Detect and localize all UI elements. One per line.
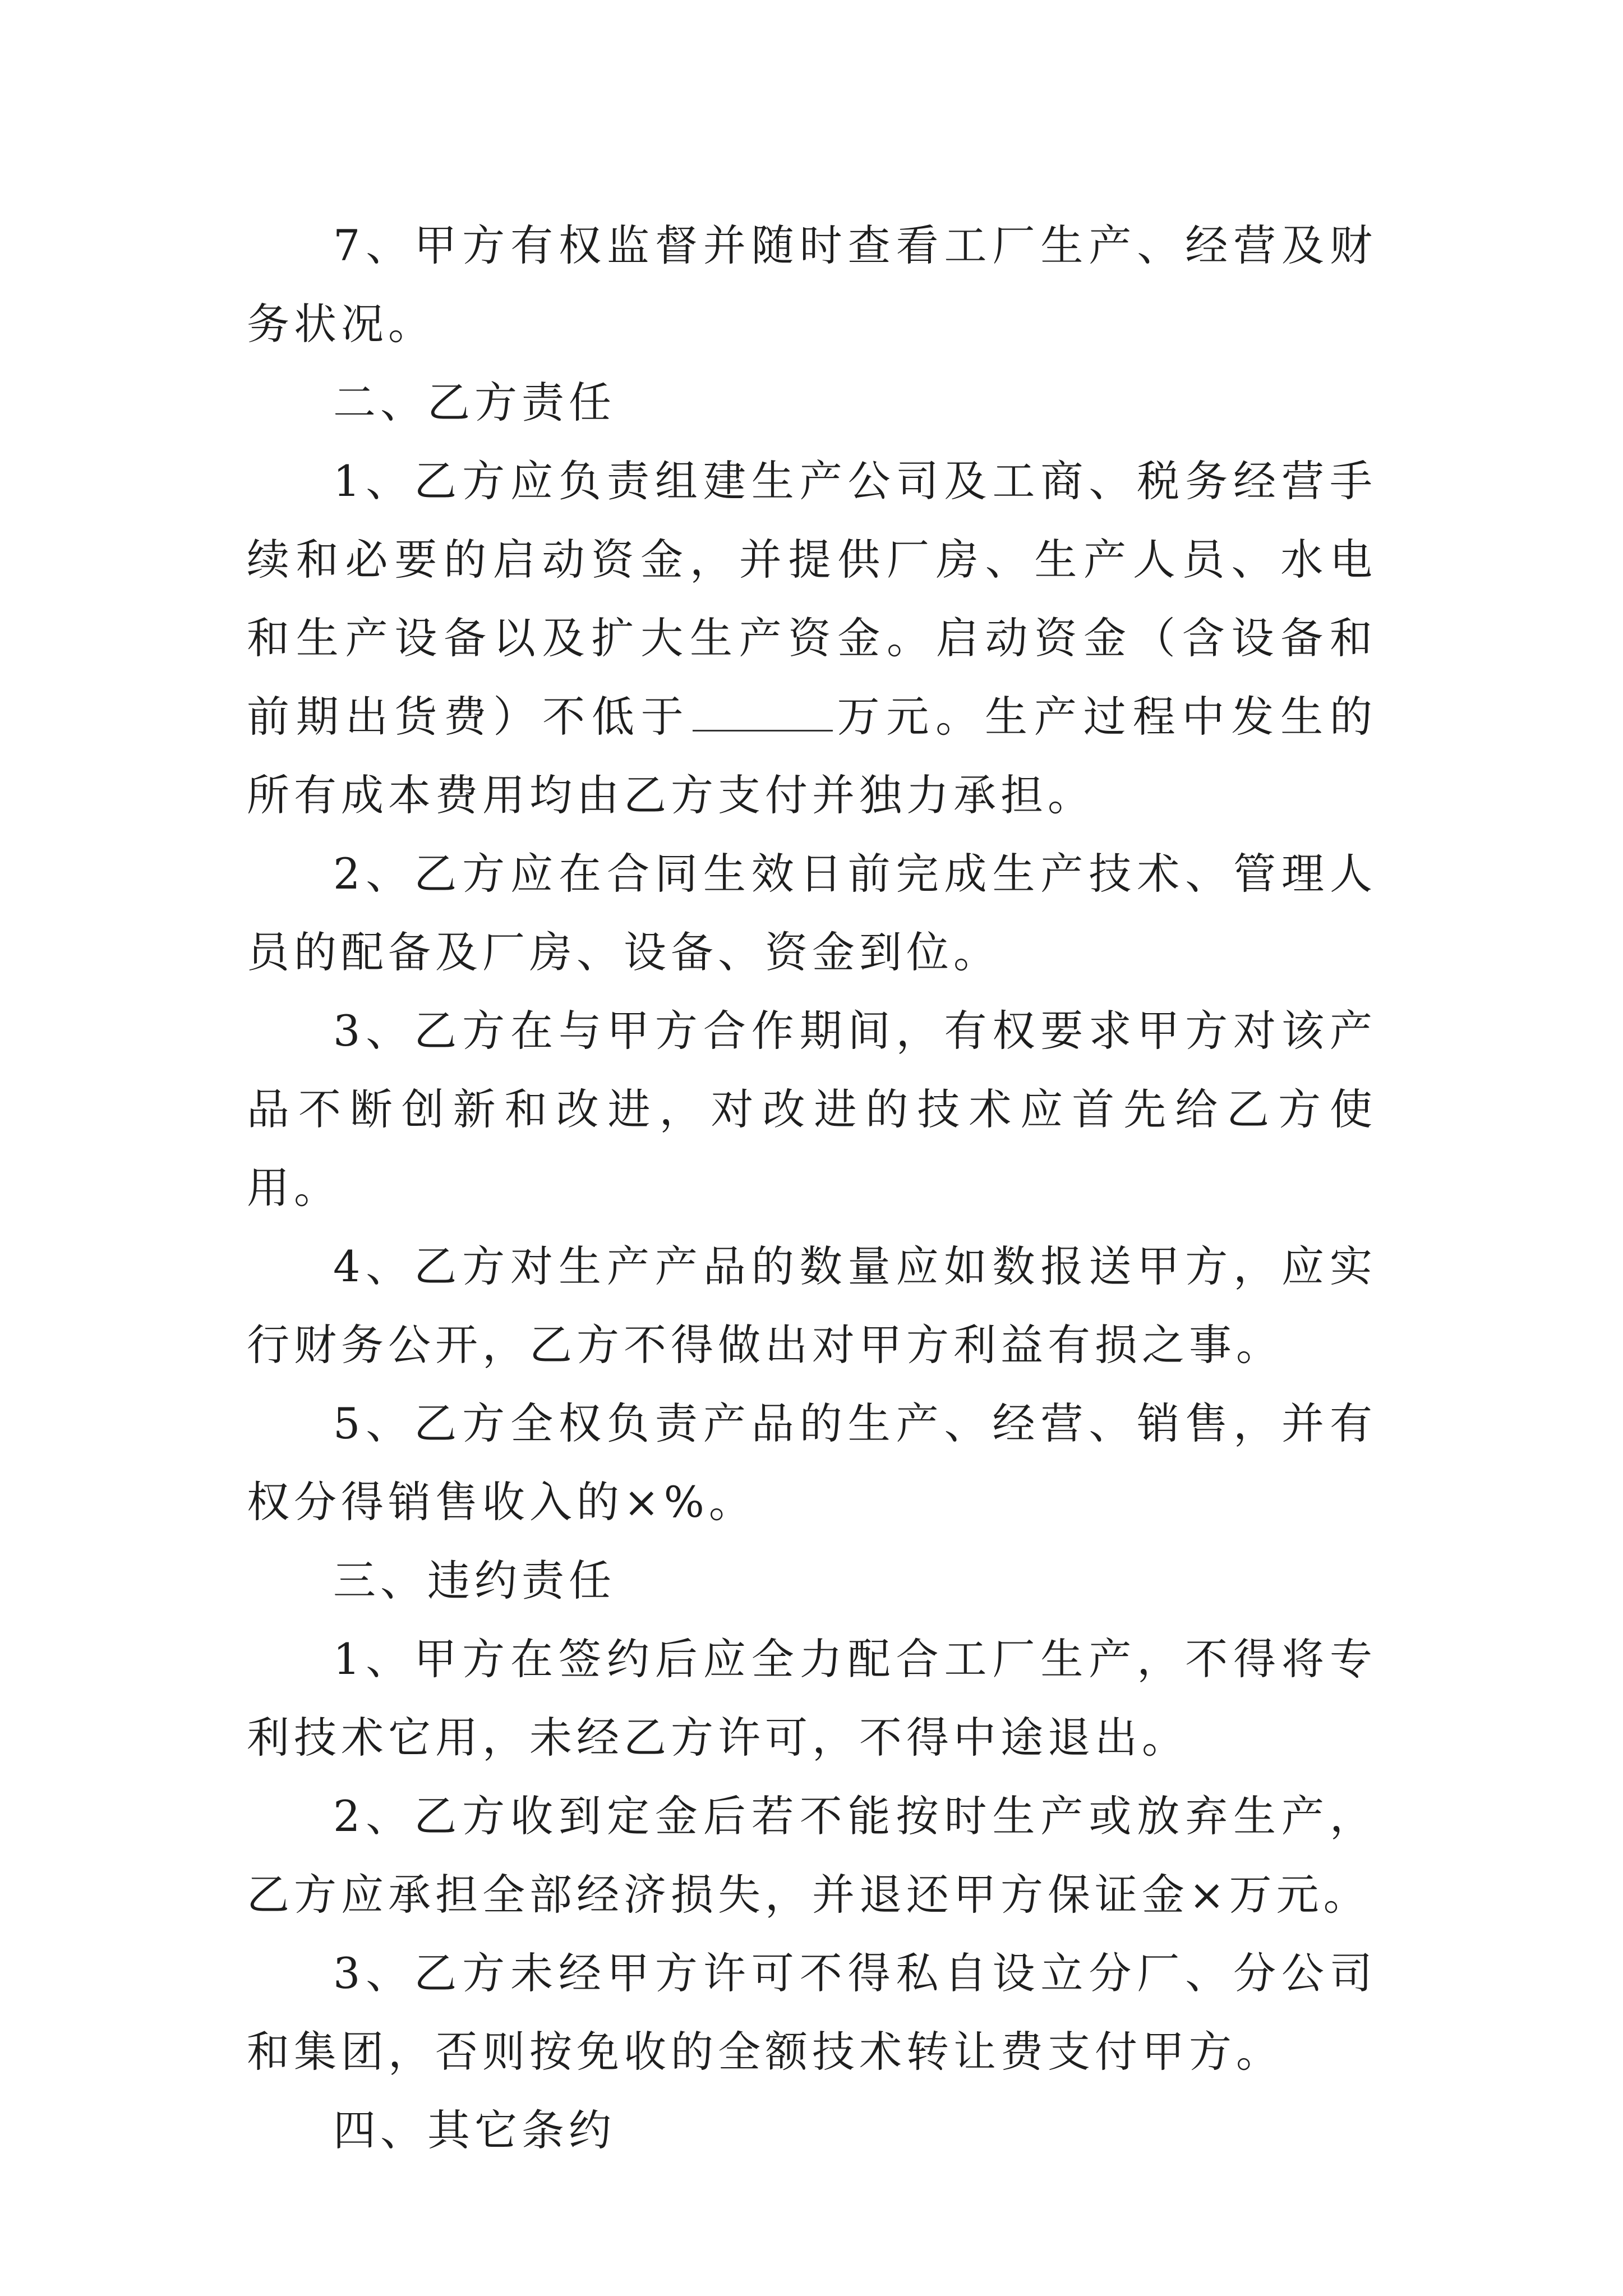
clause-b5: 5、乙方全权负责产品的生产、经营、销售，并有权分得销售收入的×%。 <box>247 1398 1377 1527</box>
clause-b3: 3、乙方在与甲方合作期间，有权要求甲方对该产品不断创新和改进，对改进的技术应首先给乙方使用。 <box>247 1006 1377 1213</box>
clause-a7: 7、甲方有权监督并随时查看工厂生产、经营及财务状况。 <box>247 220 1377 349</box>
clause-b1-text-start: 1、乙方应负责组建生产公司及工商、税务经营手续和必要的启动资金，并提供厂房、生产人员、水电和生产设备以及扩大生产资金。启动资金（含设备和前期出货费）不低于 <box>247 456 1377 742</box>
section-heading-breach-liability: 三、违约责任 <box>333 1556 616 1605</box>
clause-c3: 3、乙方未经甲方许可不得私自设立分厂、分公司和集团，否则按免收的全额技术转让费支付甲方。 <box>247 1948 1377 2077</box>
clause-b1 <box>247 442 1377 835</box>
clause-b4: 4、乙方对生产产品的数量应如数报送甲方，应实行财务公开，乙方不得做出对甲方利益有损之事。 <box>247 1241 1377 1370</box>
clause-b1-text-end: 万元。生产过程中发生的所有成本费用均由乙方支付并独力承担。 <box>247 692 1377 820</box>
blank-amount-field <box>693 696 833 731</box>
section-heading-party-b-responsibilities: 二、乙方责任 <box>333 378 616 427</box>
clause-b2: 2、乙方应在合同生效日前完成生产技术、管理人员的配备及厂房、设备、资金到位。 <box>247 849 1377 977</box>
clause-c1: 1、甲方在签约后应全力配合工厂生产，不得将专利技术它用，未经乙方许可，不得中途退出。 <box>247 1634 1377 1763</box>
clause-c2: 2、乙方收到定金后若不能按时生产或放弃生产，乙方应承担全部经济损失，并退还甲方保证金×万元。 <box>247 1791 1377 1920</box>
document-body <box>247 206 1377 2170</box>
section-heading-other-terms: 四、其它条约 <box>333 2105 616 2155</box>
